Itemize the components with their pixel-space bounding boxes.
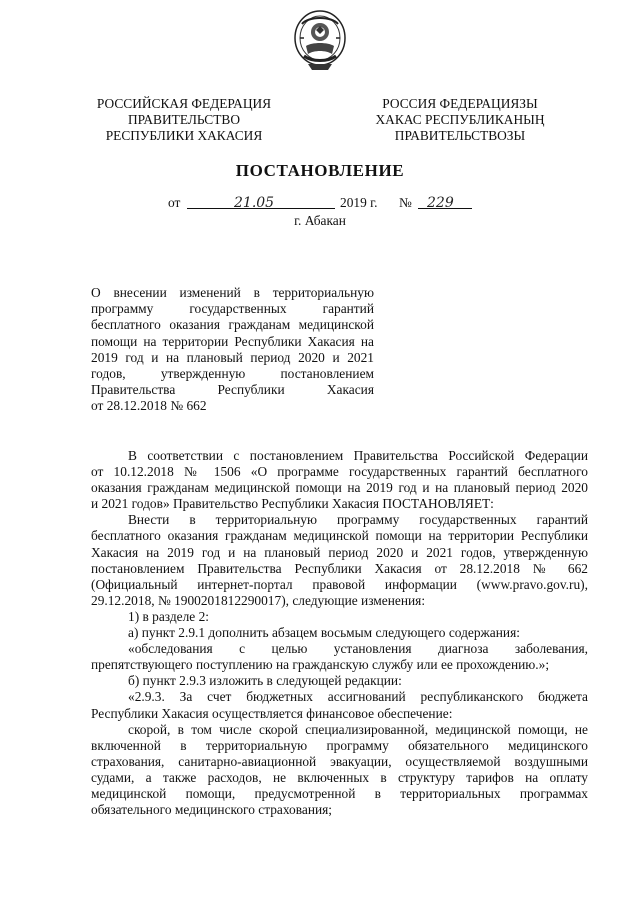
subject-line: 2019 год и на плановый период 2020 и 2021 bbox=[91, 349, 374, 365]
body-line: бесплатного оказания гражданам медицинской помощи на территории Республики bbox=[91, 528, 588, 544]
body-text bbox=[91, 448, 588, 818]
body-line: Хакасия на 2019 год и на плановый период 2020 и 2021 годов, утвержденную bbox=[91, 544, 588, 560]
body-line: (Официальный интернет-портал правовой информации (www.pravo.gov.ru), bbox=[91, 576, 588, 592]
body-line: постановлением Правительства Республики Хакасия от 28.12.2018 № 662 bbox=[91, 560, 588, 576]
body-line: страхования, санитарно-авиационной эвакуации, осуществляемой воздушными bbox=[91, 753, 588, 769]
header-right-line: РОССИЯ ФЕДЕРАЦИЯЗЫ bbox=[382, 96, 538, 111]
header-left-line: РОССИЙСКАЯ ФЕДЕРАЦИЯ bbox=[96, 96, 272, 111]
subject-line: О внесении изменений в территориальную bbox=[91, 285, 374, 300]
subject-line: помощи на территории Республики Хакасия на bbox=[91, 333, 374, 349]
body-line: Внести в территориальную программу государственных гарантий bbox=[128, 512, 588, 528]
body-line: скорой, в том числе скорой специализированной, медицинской помощи, не bbox=[128, 721, 588, 737]
number-label: № bbox=[399, 195, 412, 210]
subject-block bbox=[91, 285, 374, 415]
body-line: «обследования с целью установления диагноза заболевания, bbox=[128, 641, 588, 657]
subject-line: бесплатного оказания гражданам медицинской bbox=[91, 317, 374, 333]
body-line: обязательного медицинского страхования; bbox=[91, 802, 333, 818]
body-line: 29.12.2018, № 1900201812290017), следующие изменения: bbox=[91, 592, 426, 608]
body-line: В соответствии с постановлением Правительства Российской Федерации bbox=[128, 448, 588, 463]
body-line: оказания гражданам медицинской помощи на 2019 год и на плановый период 2020 bbox=[91, 480, 588, 496]
date-from-label: от bbox=[168, 195, 181, 210]
header-right-line: ПРАВИТЕЛЬСТВОЗЫ bbox=[394, 128, 526, 143]
body-line: а) пункт 2.9.1 дополнить абзацем восьмым следующего содержания: bbox=[128, 625, 520, 641]
body-line: медицинской помощи, предусмотренной в территориальных программах bbox=[91, 785, 588, 801]
year-label: 2019 г. bbox=[340, 195, 378, 210]
body-line: б) пункт 2.9.3 изложить в следующей редакции: bbox=[128, 673, 402, 689]
header-left-line: РЕСПУБЛИКИ ХАКАСИЯ bbox=[105, 128, 263, 143]
body-line: Республики Хакасия осуществляется финансовое обеспечение: bbox=[91, 705, 453, 721]
header-right-block bbox=[355, 96, 565, 144]
body-line: от 10.12.2018 № 1506 «О программе государственных гарантий бесплатного bbox=[91, 464, 588, 480]
document-title: ПОСТАНОВЛЕНИЕ bbox=[235, 161, 405, 180]
header-right-line: ХАКАС РЕСПУБЛИКАНЫҢ bbox=[375, 112, 545, 127]
body-line: включенной в территориальную программу обязательного медицинского bbox=[91, 737, 588, 753]
body-line: «2.9.3. За счет бюджетных ассигнований республиканского бюджета bbox=[128, 689, 588, 705]
subject-line: программу государственных гарантий bbox=[91, 301, 374, 317]
subject-line: годов, утвержденную постановлением bbox=[91, 365, 374, 381]
body-line: судами, а также расходов, не включенных в структуру тарифов на оплату bbox=[91, 769, 588, 785]
body-line: 1) в разделе 2: bbox=[128, 608, 210, 624]
subject-line: от 28.12.2018 № 662 bbox=[91, 398, 207, 414]
date-handwritten: 21.05 bbox=[234, 195, 275, 211]
body-line: препятствующего поступлению на гражданскую службу или ее прохождению.»; bbox=[91, 657, 550, 673]
coat-of-arms-emblem bbox=[292, 8, 348, 76]
body-line: и 2021 годов» Правительство Республики Хакасия ПОСТАНОВЛЯЕТ: bbox=[91, 496, 494, 512]
city-label: г. Абакан bbox=[294, 213, 346, 228]
header-left-line: ПРАВИТЕЛЬСТВО bbox=[127, 112, 240, 127]
subject-line: Правительства Республики Хакасия bbox=[91, 382, 374, 398]
header-left-block bbox=[84, 96, 284, 144]
number-handwritten: 229 bbox=[427, 195, 454, 211]
